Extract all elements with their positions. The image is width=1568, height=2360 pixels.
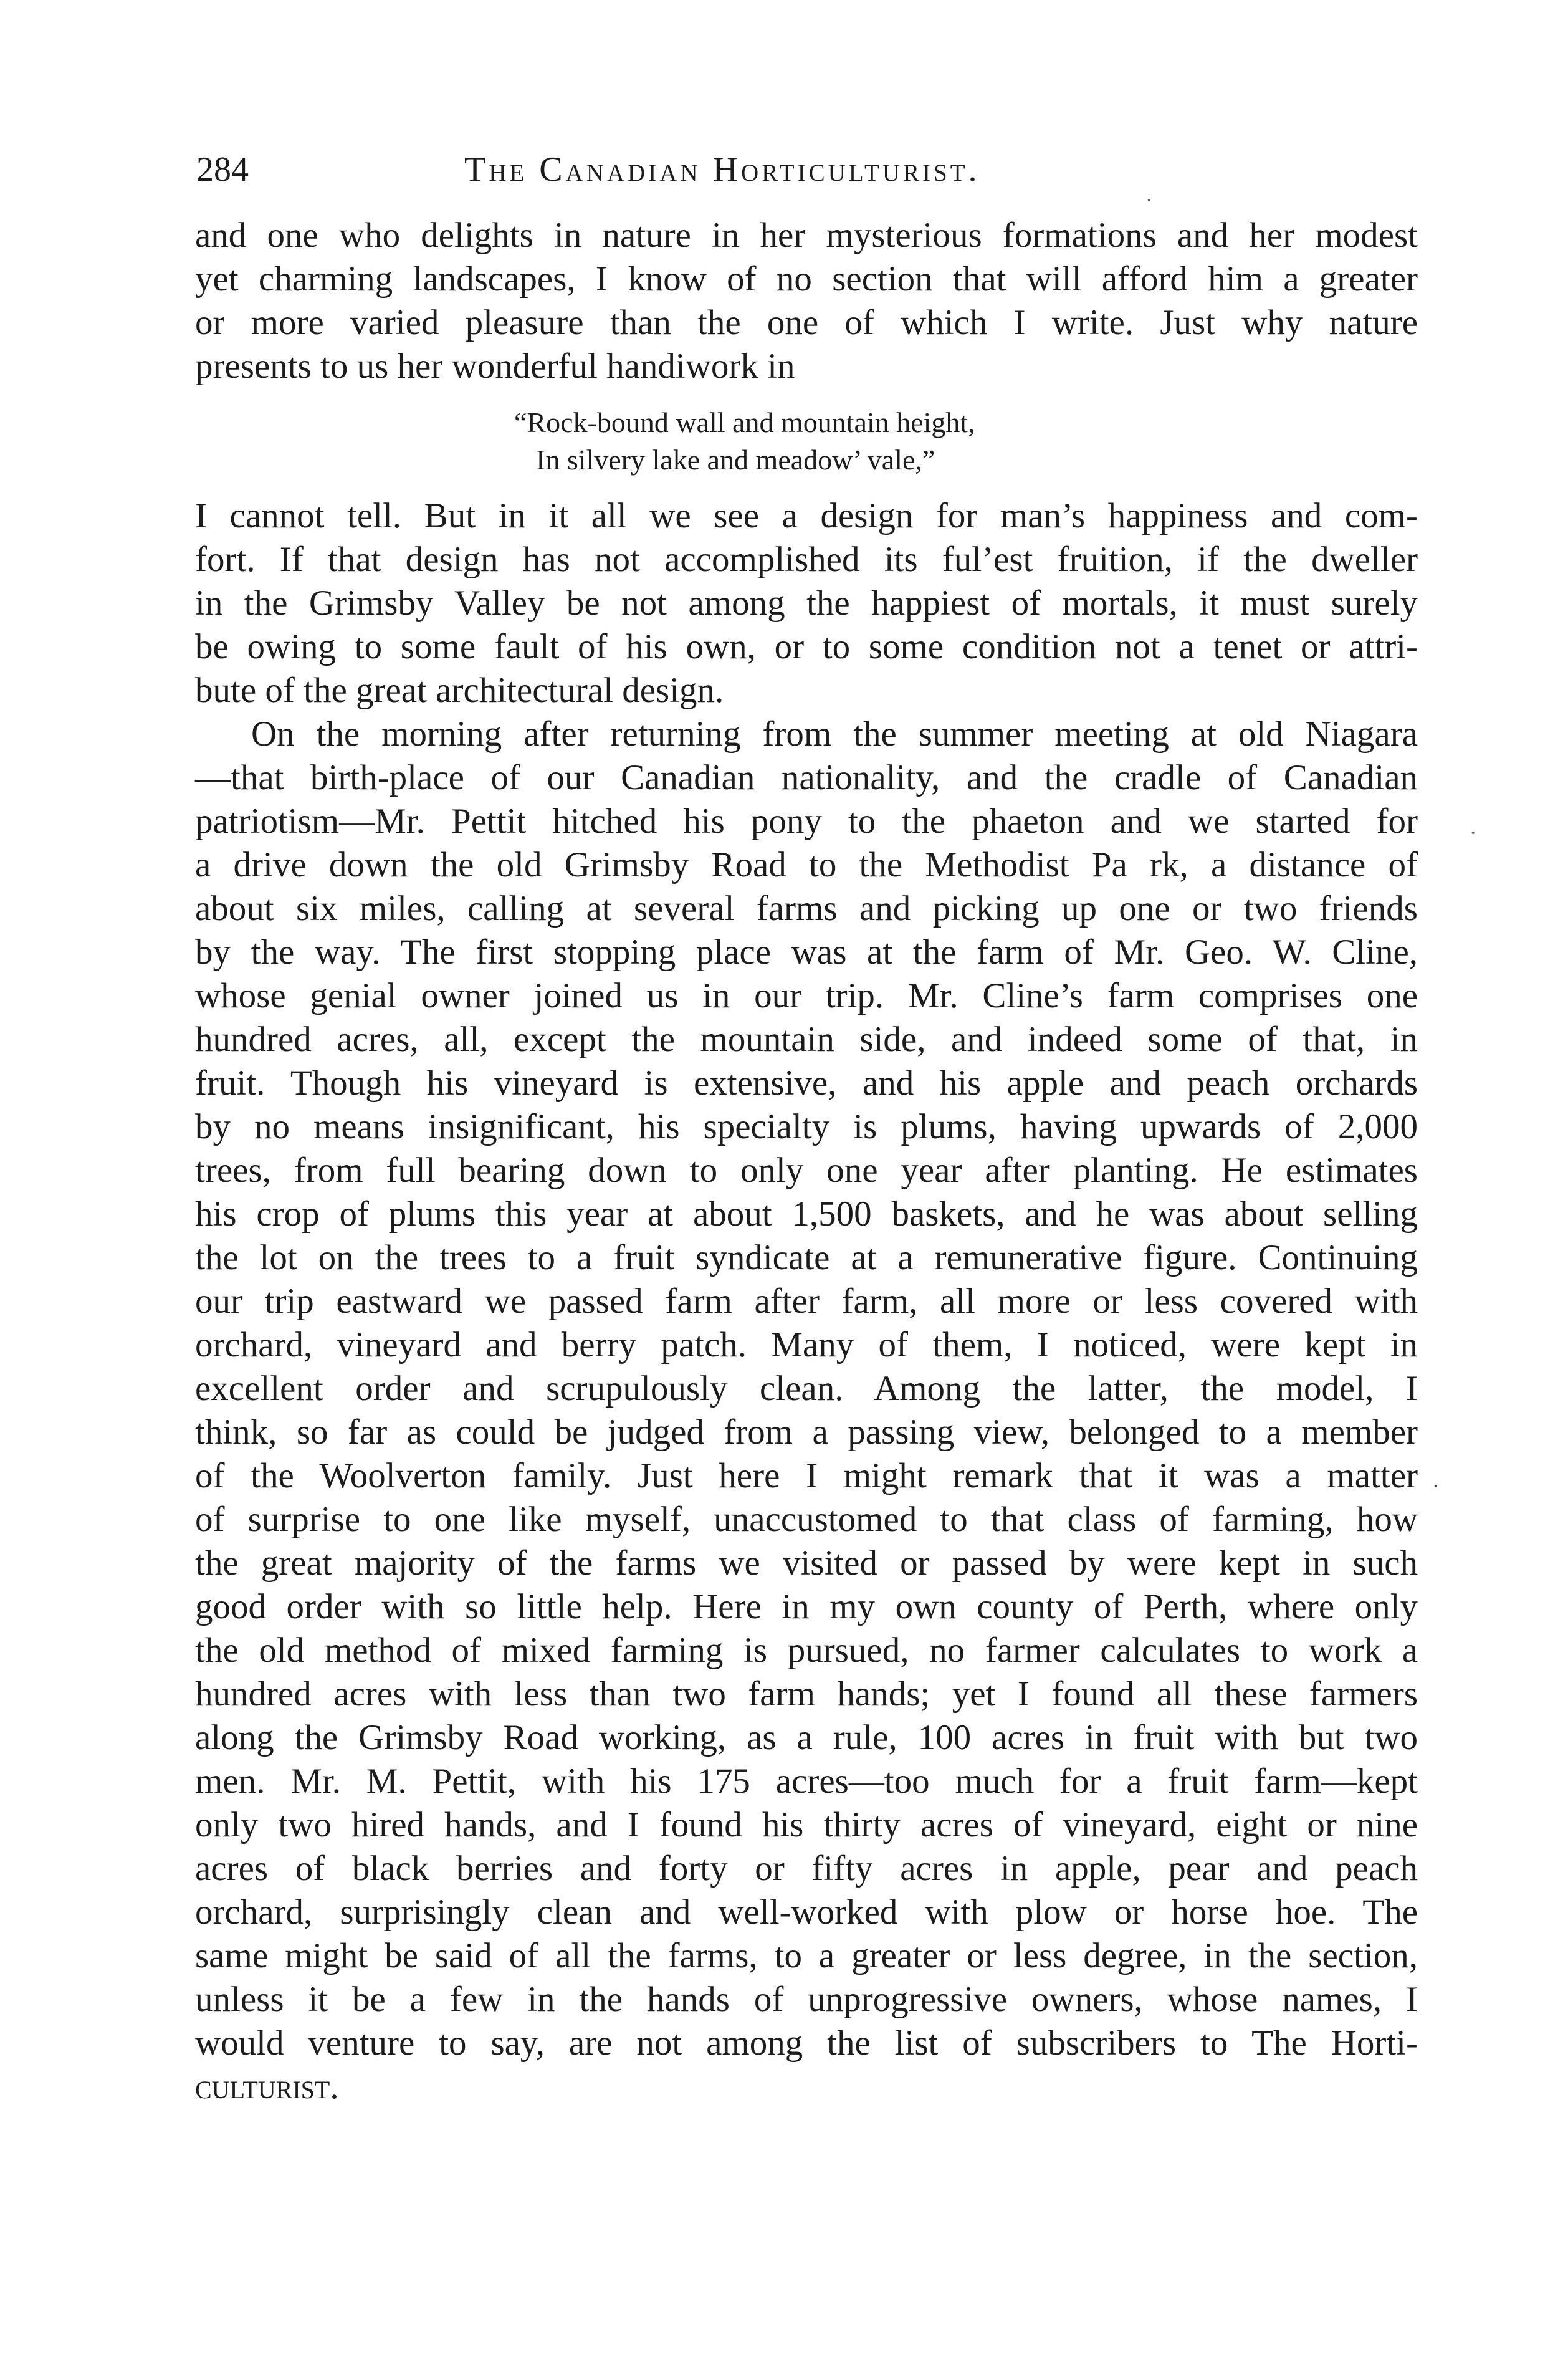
paragraph-1 bbox=[195, 214, 1418, 388]
text-line: think, so far as could be judged from a passing view, belonged to a member bbox=[195, 1413, 1418, 1452]
text-line: On the morning after returning from the summer meeting at old Niagara bbox=[251, 714, 1418, 754]
text-line: unless it be a few in the hands of unprogressive owners, whose names, I bbox=[195, 1980, 1418, 2019]
text-line: the great majority of the farms we visited or passed by were kept in such bbox=[195, 1543, 1418, 1583]
text-line: and one who delights in nature in her mysterious formations and her modest bbox=[195, 216, 1418, 255]
text-line: —that birth-place of our Canadian nationality, and the cradle of Canadian bbox=[195, 758, 1418, 797]
margin-speck: · bbox=[1470, 822, 1477, 845]
text-line: a drive down the old Grimsby Road to the Methodist Pa rk, a distance of bbox=[195, 845, 1418, 885]
text-line: hundred acres, all, except the mountain side, and indeed some of that, in bbox=[195, 1020, 1418, 1059]
margin-speck: · bbox=[1145, 189, 1153, 212]
text-line: the lot on the trees to a fruit syndicate at a remunerative figure. Continuing bbox=[195, 1238, 1418, 1277]
running-title: The Canadian Horticulturist. bbox=[464, 150, 980, 189]
text-line: of the Woolverton family. Just here I might remark that it was a matter bbox=[195, 1456, 1418, 1495]
text-line: would venture to say, are not among the list of subscribers to The Horti- bbox=[195, 2023, 1418, 2063]
text-line: our trip eastward we passed farm after farm, all more or less covered with bbox=[195, 1282, 1418, 1321]
page-header bbox=[196, 145, 1418, 194]
text-line: good order with so little help. Here in my own county of Perth, where only bbox=[195, 1587, 1418, 1626]
text-line: excellent order and scrupulously clean. Among the latter, the model, I bbox=[195, 1369, 1418, 1408]
text-line: yet charming landscapes, I know of no section that will afford him a greater bbox=[195, 259, 1418, 299]
text-line: the old method of mixed farming is pursued, no farmer calculates to work a bbox=[195, 1631, 1418, 1670]
text-line: culturist. bbox=[195, 2067, 339, 2106]
text-line: his crop of plums this year at about 1,500 baskets, and he was about selling bbox=[195, 1194, 1418, 1234]
text-line: bute of the great architectural design. bbox=[195, 671, 724, 710]
text-line: fort. If that design has not accomplished its ful’est fruition, if the dweller bbox=[195, 540, 1418, 579]
text-line: same might be said of all the farms, to a greater or less degree, in the section, bbox=[195, 1936, 1418, 1975]
text-line: whose genial owner joined us in our trip. Mr. Cline’s farm comprises one bbox=[195, 976, 1418, 1015]
margin-speck: · bbox=[1432, 1475, 1440, 1498]
text-line: be owing to some fault of his own, or to some condition not a tenet or attri- bbox=[195, 627, 1418, 666]
text-line: hundred acres with less than two farm hands; yet I found all these farmers bbox=[195, 1674, 1418, 1714]
verse-line: In silvery lake and meadow’ vale,” bbox=[536, 444, 935, 476]
text-line: of surprise to one like myself, unaccustomed to that class of farming, how bbox=[195, 1500, 1418, 1539]
text-line: acres of black berries and forty or fifty acres in apple, pear and peach bbox=[195, 1849, 1418, 1888]
text-line: only two hired hands, and I found his thirty acres of vineyard, eight or nine bbox=[195, 1805, 1418, 1844]
text-line: men. Mr. M. Pettit, with his 175 acres—too much for a fruit farm—kept bbox=[195, 1762, 1418, 1801]
text-line: orchard, surprisingly clean and well-worked with plow or horse hoe. The bbox=[195, 1892, 1418, 1932]
text-line: by no means insignificant, his specialty is plums, having upwards of 2,000 bbox=[195, 1107, 1418, 1146]
text-line: about six miles, calling at several farms and picking up one or two friends bbox=[195, 889, 1418, 928]
text-line: presents to us her wonderful handiwork in bbox=[195, 347, 795, 386]
text-line: fruit. Though his vineyard is extensive, and his apple and peach orchards bbox=[195, 1063, 1418, 1103]
text-line: patriotism—Mr. Pettit hitched his pony to the phaeton and we started for bbox=[195, 802, 1418, 841]
text-line: in the Grimsby Valley be not among the happiest of mortals, it must surely bbox=[195, 583, 1418, 623]
text-line: I cannot tell. But in it all we see a design for man’s happiness and com- bbox=[195, 496, 1418, 535]
text-line: or more varied pleasure than the one of which I write. Just why nature bbox=[195, 303, 1418, 342]
text-line: orchard, vineyard and berry patch. Many of them, I noticed, were kept in bbox=[195, 1325, 1418, 1365]
text-line: trees, from full bearing down to only one year after planting. He estimates bbox=[195, 1151, 1418, 1190]
verse-quote bbox=[514, 404, 1324, 479]
text-line: along the Grimsby Road working, as a rule, 100 acres in fruit with but two bbox=[195, 1718, 1418, 1757]
paragraph-2 bbox=[195, 494, 1418, 712]
paragraph-3 bbox=[195, 712, 1418, 2109]
page-number: 284 bbox=[196, 150, 249, 189]
text-line: by the way. The first stopping place was at the farm of Mr. Geo. W. Cline, bbox=[195, 933, 1418, 972]
verse-line: “Rock-bound wall and mountain height, bbox=[514, 406, 975, 438]
